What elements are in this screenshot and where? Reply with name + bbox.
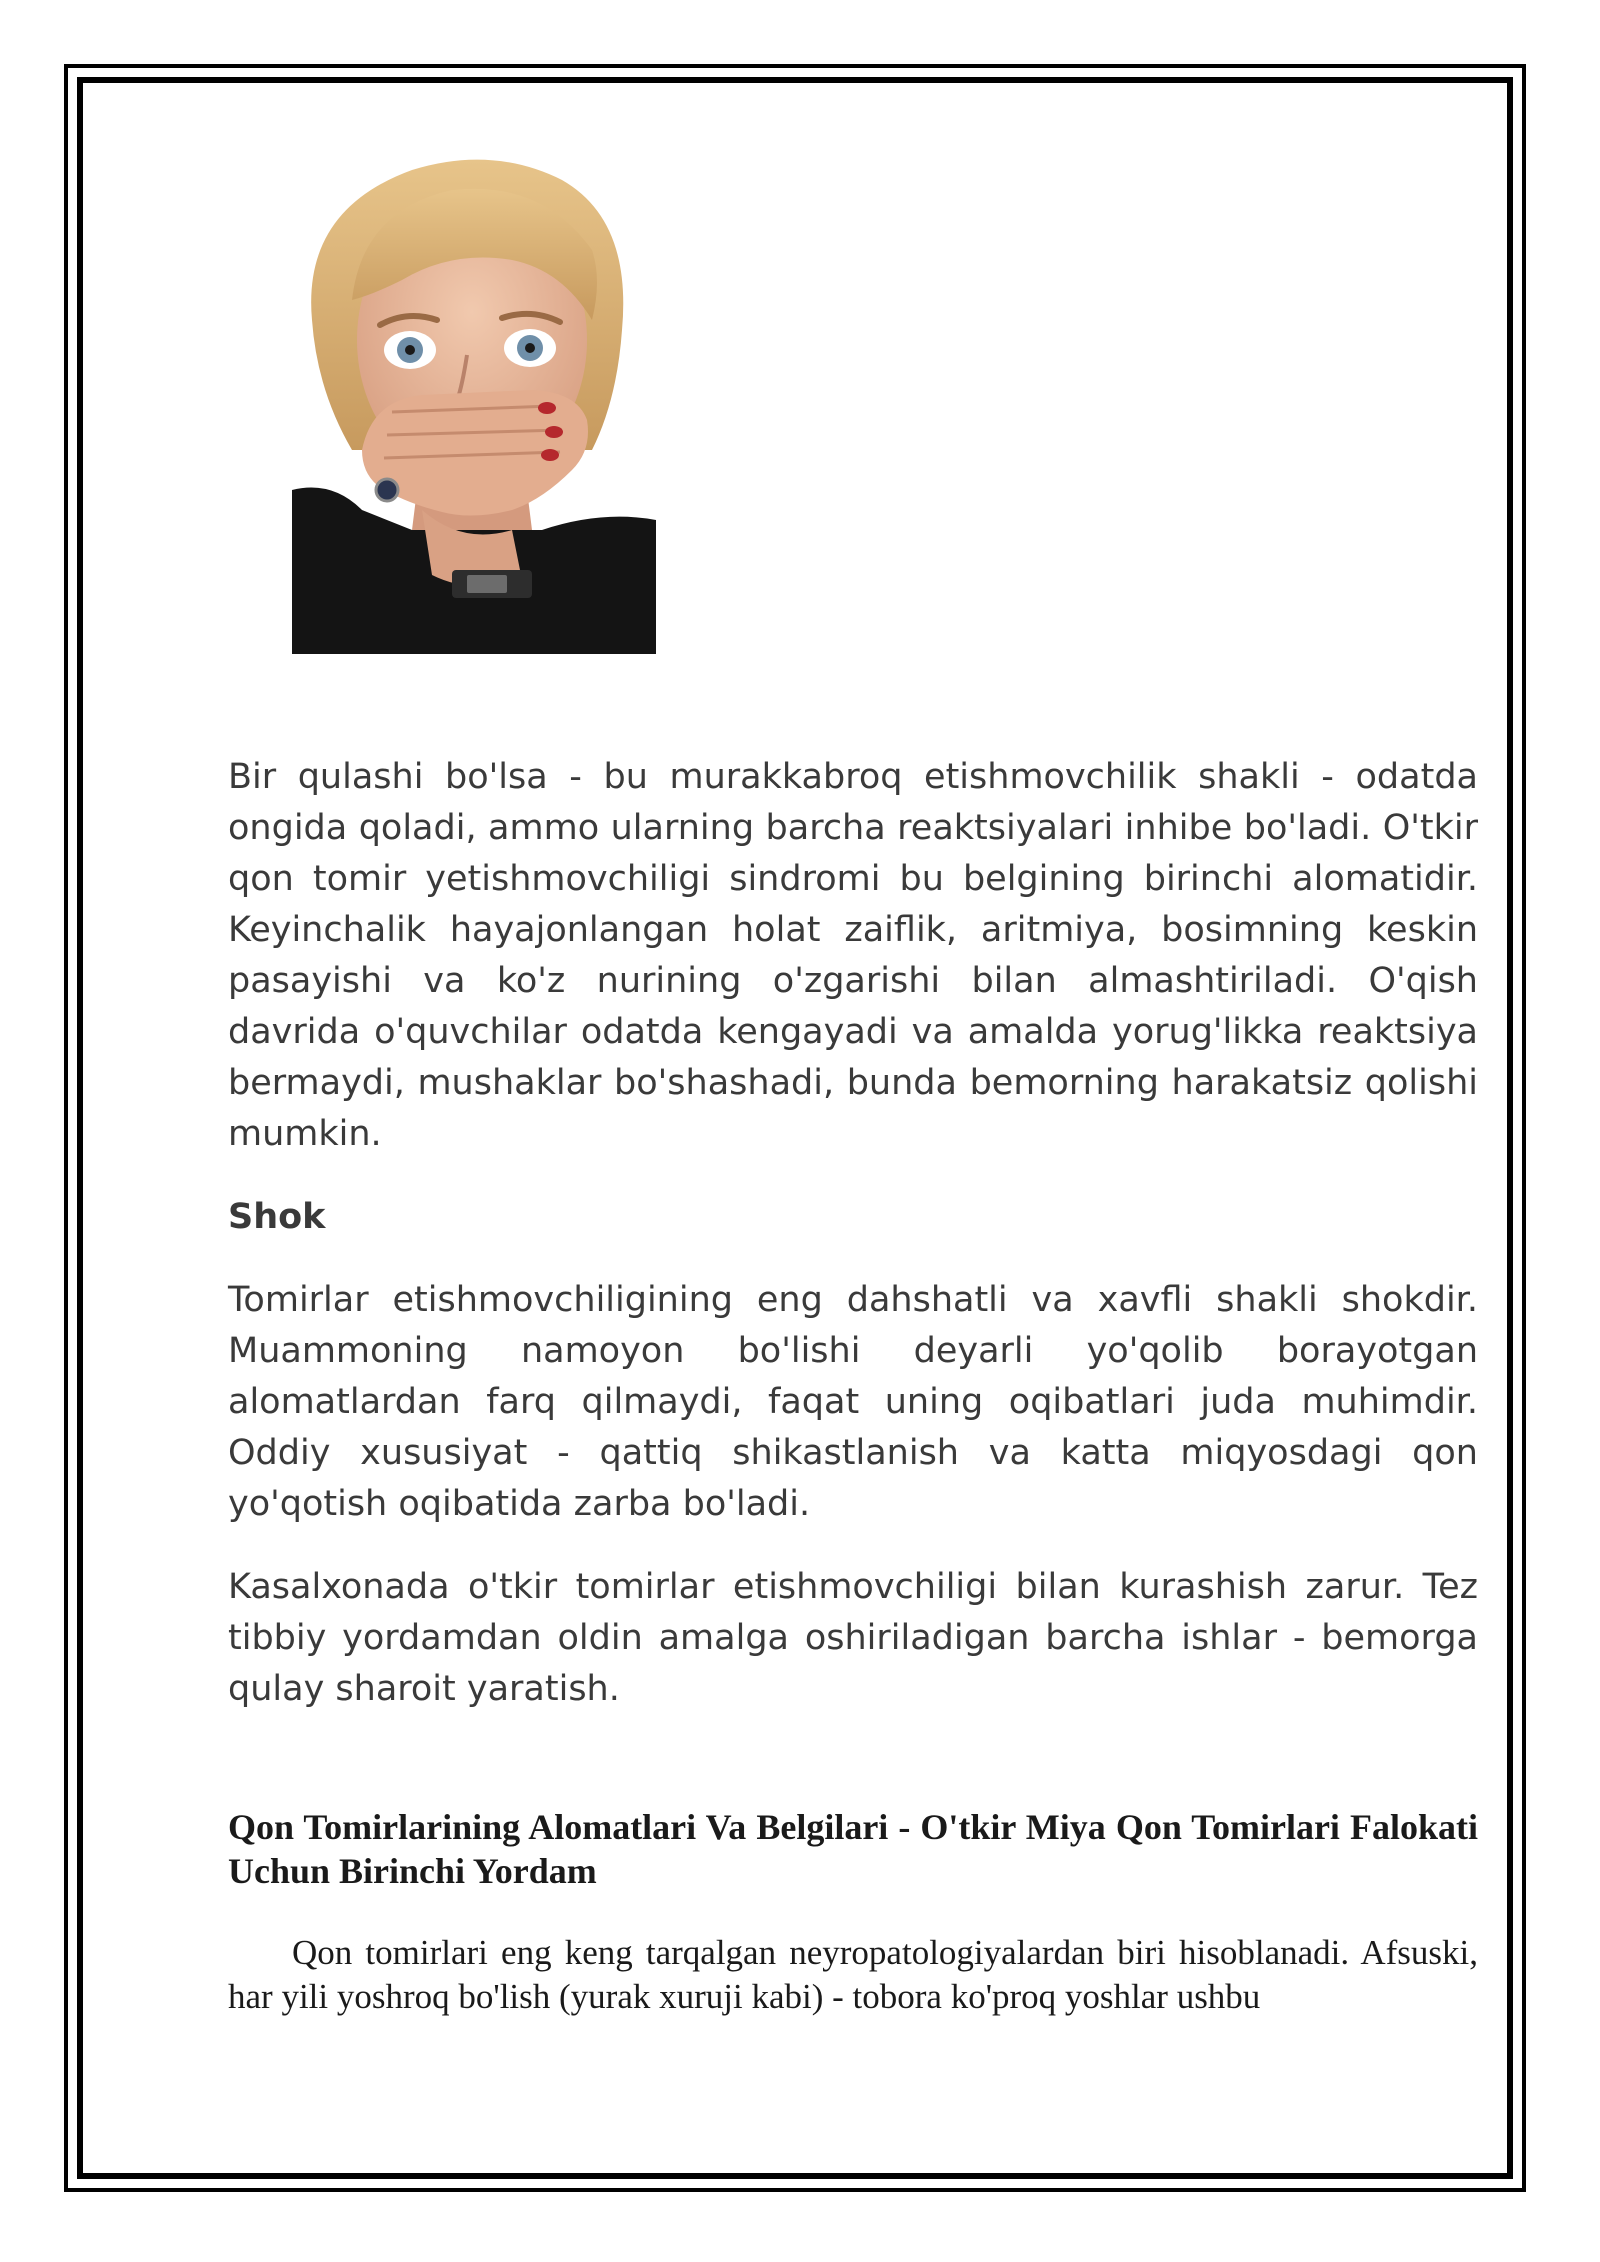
woman-covering-mouth-photo [292,150,656,654]
heading-shok: Shok [228,1197,326,1237]
paragraph-collapse: Bir qulashi bo'lsa - bu murakkabroq etishmovchilik shakli - odatda ongida qoladi, ammo ularning barcha reaktsiyalari inhibe bo'ladi. O'tkir qon tomir yetishmovchiligi sindromi bu belgining birinchi alomatidir. Keyinchalik hayajonlangan holat zaiflik, aritmiya, bosimning keskin pasayishi va ko'z nurining o'zgarishi bilan almashtiriladi. O'qish davrida o'quvchilar odatda kengayadi va amalda yorug'likka reaktsiya bermaydi, mushaklar bo'shashadi, bunda bemorning harakatsiz qolishi mumkin. [228,757,1478,1154]
document-body [228,752,1478,2019]
section-heading: Qon Tomirlarining Alomatlari Va Belgilari - O'tkir Miya Qon Tomirlari Falokati Uchun Birinchi Yordam [228,1807,1478,1891]
paragraph-stroke-intro: Qon tomirlari eng keng tarqalgan neyropatologiyalardan biri hisoblanadi. Afsuski, har yili yoshroq bo'lish (yurak xuruji kabi) - tobora ko'proq yoshlar ushbu [228,1933,1478,2016]
paragraph-shock: Tomirlar etishmovchiligining eng dahshatli va xavfli shakli shokdir. Muammoning namoyon bo'lishi deyarli yo'qolib borayotgan alomatlardan farq qilmaydi, faqat uning oqibatlari juda muhimdir. Oddiy xususiyat - qattiq shikastlanish va katta miqyosdagi qon yo'qotish oqibatida zarba bo'ladi. [228,1280,1478,1524]
paragraph-hospital: Kasalxonada o'tkir tomirlar etishmovchiligi bilan kurashish zarur. Tez tibbiy yordamdan oldin amalga oshiriladigan barcha ishlar - bemorga qulay sharoit yaratish. [228,1567,1478,1709]
